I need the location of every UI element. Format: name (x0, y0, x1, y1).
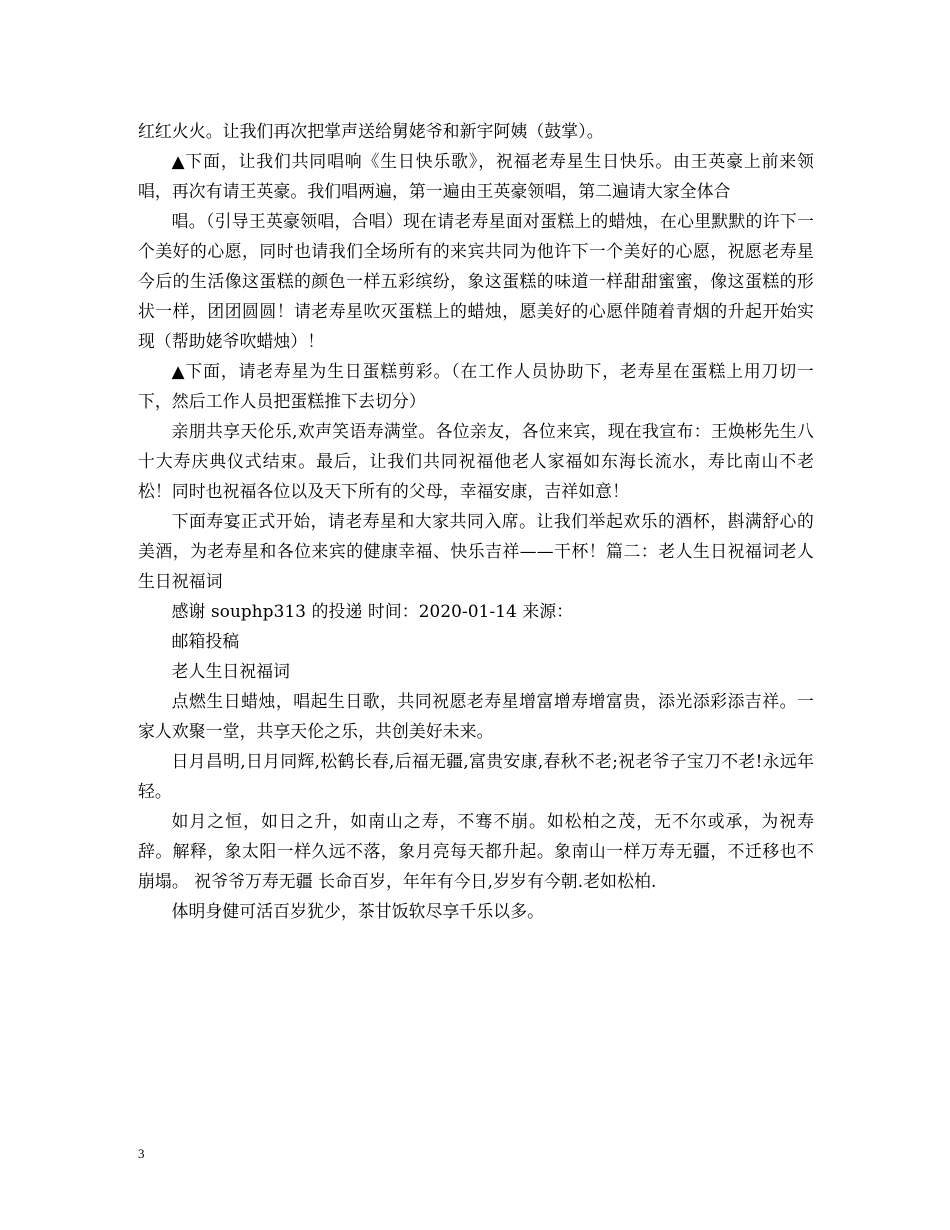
paragraph-cut-cake: ▲下面，请老寿星为生日蛋糕剪彩。（在工作人员协助下，老寿星在蛋糕上用刀切一下，然后工作人员把蛋糕推下去切分） (138, 361, 814, 411)
paragraph-make-wish: 唱。（引导王英豪领唱，合唱）现在请老寿星面对蛋糕上的蜡烛，在心里默默的许下一个美好的心愿，同时也请我们全场所有的来宾共同为他许下一个美好的心愿，祝愿老寿星今后的生活像这蛋糕的颜色一样五彩缤纷，象这蛋糕的味道一样甜甜蜜蜜，像这蛋糕的形状一样，团团圆圆！请老寿星吹灭蛋糕上的蜡烛，愿美好的心愿伴随着青烟的升起开始实现（帮助姥爷吹蜡烛）！ (138, 211, 814, 351)
paragraph-longevity-verse: 如月之恒，如日之升，如南山之寿，不骞不崩。如松柏之茂，无不尔或承，为祝寿辞。解释，象太阳一样久远不落，象月亮每天都升起。象南山一样万寿无疆，不迁移也不崩塌。 祝爷爷万寿无疆 长命百岁，年年有今日,岁岁有今朝.老如松柏. (138, 811, 814, 891)
paragraph-banquet-start: 下面寿宴正式开始，请老寿星和大家共同入席。让我们举起欢乐的酒杯，斟满舒心的美酒，为老寿星和各位来宾的健康幸福、快乐吉祥——干杯！篇二：老人生日祝福词老人生日祝福词 (138, 511, 814, 591)
paragraph-birthday-candles: 点燃生日蜡烛，唱起生日歌，共同祝愿老寿星增富增寿增富贵，添光添彩添吉祥。一家人欢聚一堂，共享天伦之乐，共创美好未来。 (138, 691, 814, 741)
paragraph-sun-moon: 日月昌明,日月同辉,松鹤长春,后福无疆,富贵安康,春秋不老;祝老爷子宝刀不老!永远年轻。 (138, 751, 814, 801)
paragraph-continuation: 红红火火。让我们再次把掌声送给舅姥爷和新宇阿姨（鼓掌）。 (138, 121, 604, 141)
submission-info: 感谢 souphp313 的投递 时间：2020-01-14 来源： (171, 601, 574, 621)
page-number: 3 (138, 1146, 145, 1161)
paragraph-ceremony-end: 亲朋共享天伦乐,欢声笑语寿满堂。各位亲友，各位来宾，现在我宣布：王焕彬先生八十大寿庆典仪式结束。最后，让我们共同祝福他老人家福如东海长流水，寿比南山不老松！同时也祝福各位以及天下所有的父母，幸福安康，吉祥如意！ (138, 421, 814, 501)
paragraph-couplet: 体明身健可活百岁犹少，茶甘饭软尽享千乐以多。 (171, 901, 545, 921)
section-heading: 老人生日祝福词 (171, 661, 291, 681)
paragraph-birthday-song: ▲下面，让我们共同唱响《生日快乐歌》，祝福老寿星生日快乐。由王英豪上前来领唱，再次有请王英豪。我们唱两遍，第一遍由王英豪领唱，第二遍请大家全体合 (138, 151, 814, 201)
submission-source: 邮箱投稿 (171, 631, 240, 651)
document-body (138, 116, 814, 926)
